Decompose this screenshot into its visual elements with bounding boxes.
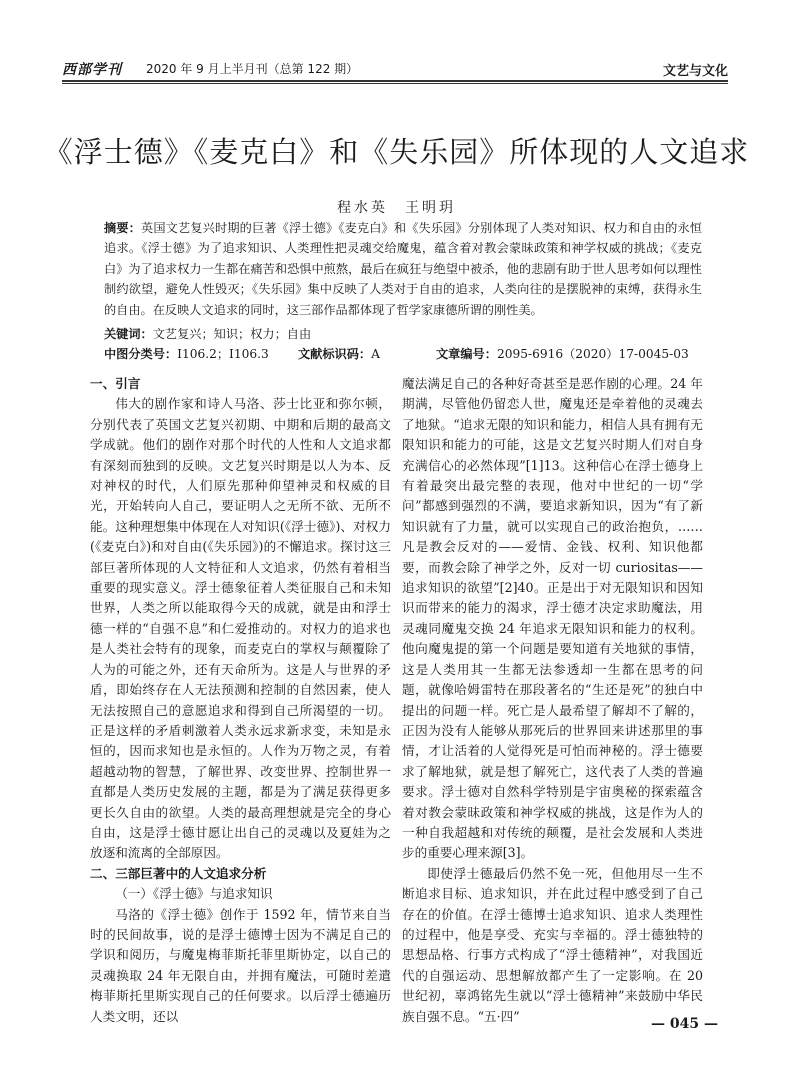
keywords-label: 关键词：	[104, 327, 153, 341]
paragraph: 即使浮士德最后仍然不免一死，但他用尽一生不断追求目标、追求知识，并在此过程中感受到了自己存在的价值。在浮士德博士追求知识、追求人类理性的过程中，他是享受、充实与幸福的。浮士德独特的思想品格、行事方式构成了“浮士德精神”，对我国近代的自强运动、思想解放都产生了一定影响。在 20 世纪初，辜鸿铭先生就以“浮士德精神”来鼓励中华民族自强不息。“五·四”	[402, 865, 703, 1024]
paragraph: 魔法满足自己的各种好奇甚至是恶作剧的心理。24 年期满，尽管他仍留恋人世，魔鬼还是牵着他的灵魂去了地狱。“追求无限的知识和能力，相信人具有拥有无限知识和能力的可能，这是文艺复兴时期人们对自身充满信心的必然体现”[1]13。这种信心在浮士德身上有着最突出最完整的表现，他对中世纪的一切“学问”都感到强烈的不满，要追求新知识，因为“有了新知识就有了力量，就可以实现自己的政治抱负，……凡是教会反对的——爱情、金钱、权利、知识他都要，而教会除了神学之外，反对一切 curiositas——追求知识的欲望”[2]40。正是出于对无限知识和因知识而带来的能力的渴求，浮士德才决定求助魔法，用灵魂同魔鬼交换 24 年追求无限知识和能力的权利。他向魔鬼提的第一个问题是要知道有关地狱的事情，这是人类用其一生都无法参透却一生都在思考的问题，就像哈姆雷特在那段著名的“生还是死”的独白中提出的问题一样。死亡是人最希望了解却不了解的，正因为没有人能够从那死后的世界回来讲述那里的事情，才让活着的人觉得死是可怕而神秘的。浮士德要求了解地狱，就是想了解死亡，这代表了人类的普遍要求。浮士德对自然科学特别是宇宙奥秘的探索蕴含着对教会蒙昧政策和神学权威的挑战，这是作为人的一种自我超越和对传统的颠覆，是社会发展和人类进步的重要心理来源[3]。	[402, 376, 703, 861]
section-name: 文艺与文化	[662, 64, 728, 79]
page-number: — 045 —	[651, 1016, 718, 1032]
header-rule-thin	[62, 83, 728, 84]
subsection-heading-faust: （一）《浮士德》与追求知识	[115, 886, 273, 902]
running-header	[62, 55, 728, 81]
article-number-label: 文章编号：	[436, 347, 497, 361]
article-title: 《浮士德》《麦克白》和《失乐园》所体现的人文追求	[43, 135, 750, 169]
paragraph: 伟大的剧作家和诗人马洛、莎士比亚和弥尔顿，分别代表了英国文艺复兴初期、中期和后期的最高文学成就。他们的剧作对那个时代的人性和人文追求都有深刻而独到的反映。文艺复兴时期是以人为本、反对神权的时代，人们原先那种仰望神灵和权威的目光，开始转向人自己，要证明人之无所不欲、无所不能。这种理想集中体现在人对知识(《浮士德》)、对权力(《麦克白》)和对自由(《失乐园》)的不懈追求。探讨这三部巨著所体现的人文特征和人文追求，仍然有着相当重要的现实意义。浮士德象征着人类征服自己和未知世界，人类之所以能取得今天的成就，就是由和浮士德一样的“自强不息”和仁爱推动的。对权力的追求也是人类社会特有的现象，而麦克白的掌权与颠覆除了人为的可能之外，还有天命所为。这是人与世界的矛盾，即始终存在人无法预测和控制的自然因素，使人无法按照自己的意愿追求和得到自己所渴望的一切。正是这样的矛盾刺激着人类永远求新求变，未知是永恒的，因而求知也是永恒的。人作为万物之灵，有着超越动物的智慧，了解世界、改变世界、控制世界一直都是人类历史发展的主题，都是为了满足获得更多更长久自由的欲望。人类的最高理想就是完全的身心自由，这是浮士德甘愿让出自己的灵魂以及夏娃为之放逐和流离的全部原因。	[90, 396, 391, 861]
paragraph: 马洛的《浮士德》创作于 1592 年，情节来自当时的民间故事，说的是浮士德博士因为不满足自己的学识和阅历，与魔鬼梅菲斯托菲里斯协定，以自己的灵魂换取 24 年无限自由，并拥有魔法，可随时差遣梅菲斯托里斯实现自己的任何要求。以后浮士德遍历人类文明，还以	[90, 906, 391, 1024]
article-number	[436, 345, 689, 362]
header-rule-thick	[62, 80, 728, 82]
doc-code	[298, 345, 380, 362]
section-heading-intro: 一、引言	[90, 376, 141, 391]
issue-info: 2020 年 9 月上半月刊（总第 122 期）	[146, 62, 359, 76]
abstract	[104, 218, 702, 320]
abstract-label: 摘要：	[104, 221, 141, 235]
doc-label: 文献标识码：	[298, 347, 372, 361]
clc-number	[104, 345, 269, 362]
article-authors: 程水英 王明玥	[337, 200, 456, 216]
section-heading-analysis: 二、三部巨著中的人文追求分析	[90, 865, 267, 881]
article-number-value: 2095-6916（2020）17-0045-03	[496, 347, 689, 361]
clc-value: I106.2；I106.3	[177, 347, 269, 361]
body-column-right	[402, 374, 703, 1027]
abstract-text: 英国文艺复兴时期的巨著《浮士德》《麦克白》和《失乐园》分别体现了人类对知识、权力和自由的永恒追求。《浮士德》为了追求知识、人类理性把灵魂交给魔鬼，蕴含着对教会蒙昧政策和神学权威的挑战；《麦克白》为了追求权力一生都在痛苦和恐惧中煎熬，最后在疯狂与绝望中被杀，他的悲剧有助于世人思考如何以理性制约欲望，避免人性毁灭；《失乐园》集中反映了人类对于自由的追求，人类向往的是摆脱神的束缚，获得永生的自由。在反映人文追求的同时，这三部作品都体现了哲学家康德所谓的刚性美。	[104, 221, 702, 317]
doc-value: A	[371, 347, 380, 361]
keywords	[104, 325, 311, 342]
body-column-left	[90, 374, 391, 1027]
keywords-text: 文艺复兴；知识；权力；自由	[152, 327, 312, 341]
journal-logo: 西部学刊	[62, 62, 122, 78]
clc-label: 中图分类号：	[104, 347, 178, 361]
